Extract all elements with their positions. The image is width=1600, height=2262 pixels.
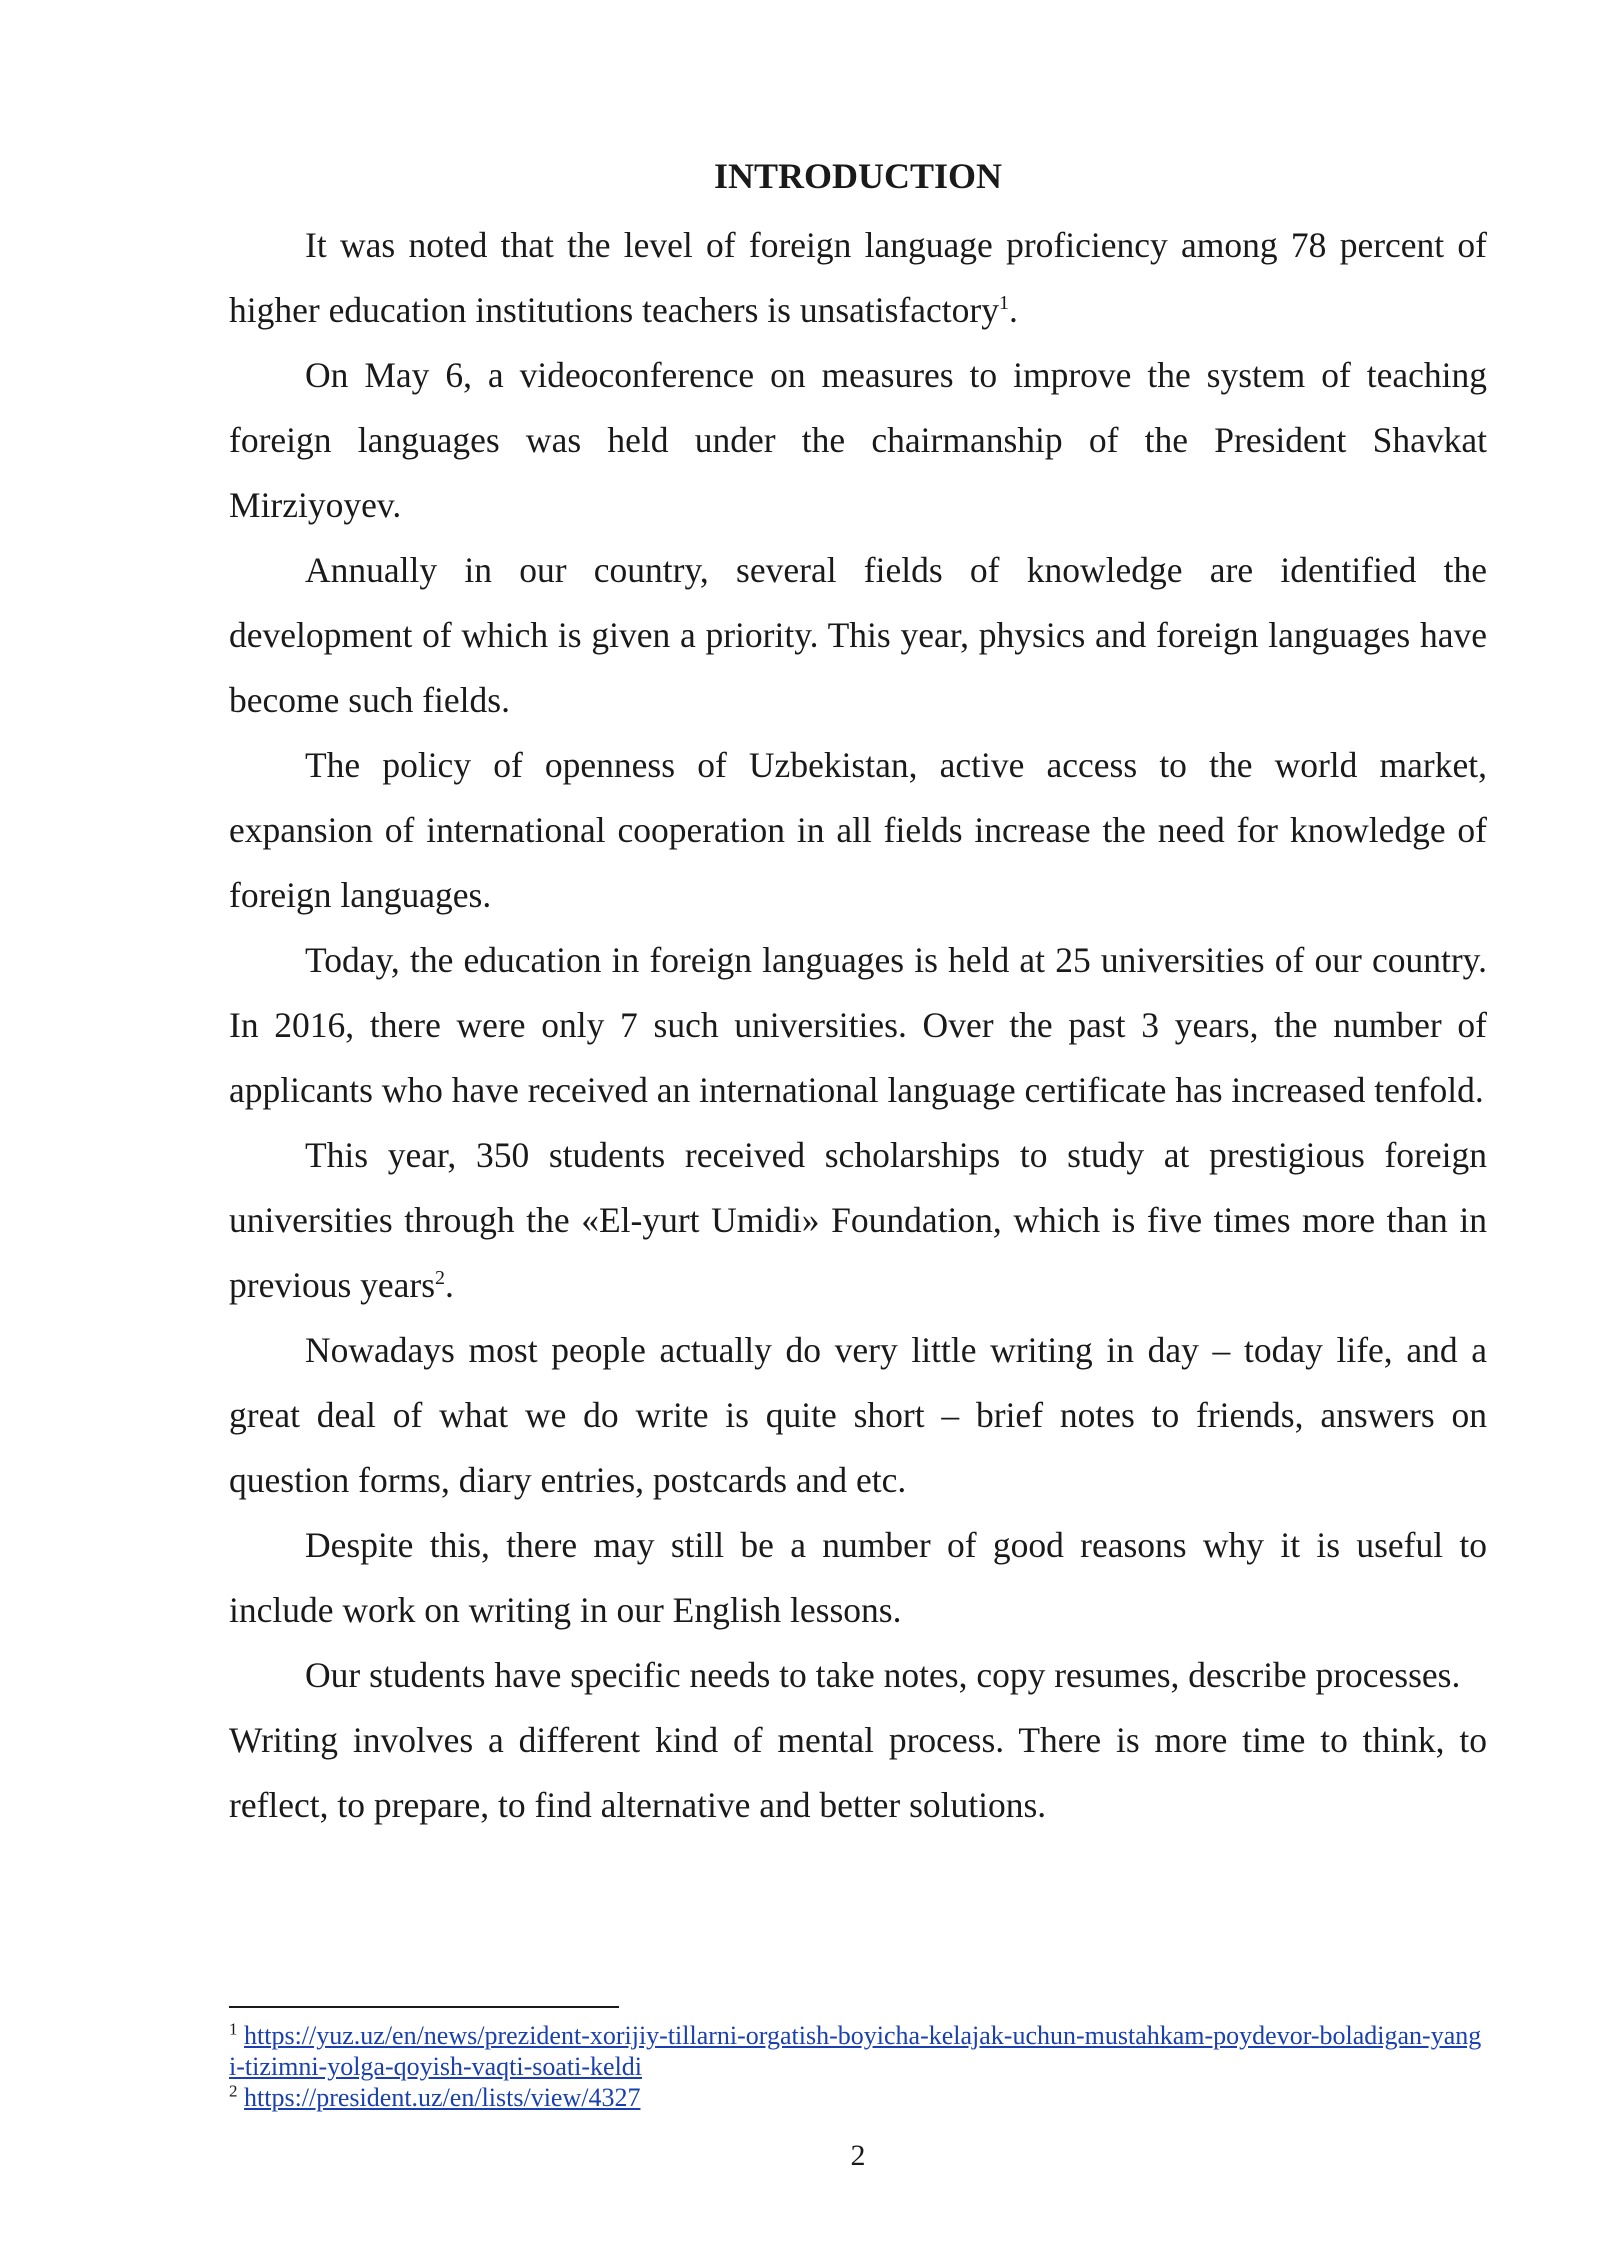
footnote-number: 1 <box>229 2019 238 2039</box>
paragraph-3: Annually in our country, several fields of knowledge are identified the development of which is given a priority. This year, physics and foreign languages have become such fields. <box>229 550 1487 720</box>
paragraph-4: The policy of openness of Uzbekistan, active access to the world market, expansion of international cooperation in all fields increase the need for knowledge of foreign languages. <box>229 745 1487 915</box>
footnote-number: 2 <box>229 2081 238 2101</box>
footnote-link[interactable]: https://yuz.uz/en/news/prezident-xorijiy-tillarni-orgatish-boyicha-kelajak-uchun-mustahkam-poydevor-boladigan-yangi-tizimni-yolga-qoyish-vaqti-soati-keldi <box>229 2021 1482 2081</box>
paragraph-text-end: . <box>1008 290 1018 330</box>
document-page <box>229 148 1487 1838</box>
paragraph-8: Despite this, there may still be a number of good reasons why it is useful to include work on writing in our English lessons. <box>229 1525 1487 1630</box>
paragraph-10: Writing involves a different kind of mental process. There is more time to think, to reflect, to prepare, to find alternative and better solutions. <box>229 1720 1487 1825</box>
paragraph-9: Our students have specific needs to take notes, copy resumes, describe processes. <box>305 1655 1461 1695</box>
paragraph-5: Today, the education in foreign languages is held at 25 universities of our country. In 2016, there were only 7 such universities. Over the past 3 years, the number of applicants who have received an international language certificate has increased tenfold. <box>229 940 1487 1110</box>
footnote-2 <box>229 2082 1487 2113</box>
paragraph-text: It was noted that the level of foreign language proficiency among 78 percent of higher education institutions teachers is unsatisfactory <box>229 225 1487 330</box>
paragraph-6 <box>229 1123 1487 1318</box>
footnote-reference-2[interactable]: 2 <box>435 1267 446 1290</box>
footnote-link[interactable]: https://president.uz/en/lists/view/4327 <box>244 2083 641 2112</box>
paragraph-text: This year, 350 students received scholarships to study at prestigious foreign universities through the «El-yurt Umidi» Foundation, which is five times more than in previous years <box>229 1135 1487 1305</box>
paragraph-text-end: . <box>445 1265 454 1305</box>
footnote-separator <box>229 2006 619 2008</box>
page-number: 2 <box>850 2139 866 2172</box>
paragraph-7: Nowadays most people actually do very little writing in day – today life, and a great deal of what we do write is quite short – brief notes to friends, answers on question forms, diary entries, postcards and etc. <box>229 1330 1487 1500</box>
footnotes-section <box>229 2020 1487 2113</box>
footnote-reference-1[interactable]: 1 <box>998 292 1009 315</box>
footnote-1 <box>229 2020 1487 2082</box>
paragraph-1 <box>229 213 1487 343</box>
page-title: INTRODUCTION <box>713 156 1003 196</box>
paragraph-2: On May 6, a videoconference on measures to improve the system of teaching foreign languages was held under the chairmanship of the President Shavkat Mirziyoyev. <box>229 355 1487 525</box>
